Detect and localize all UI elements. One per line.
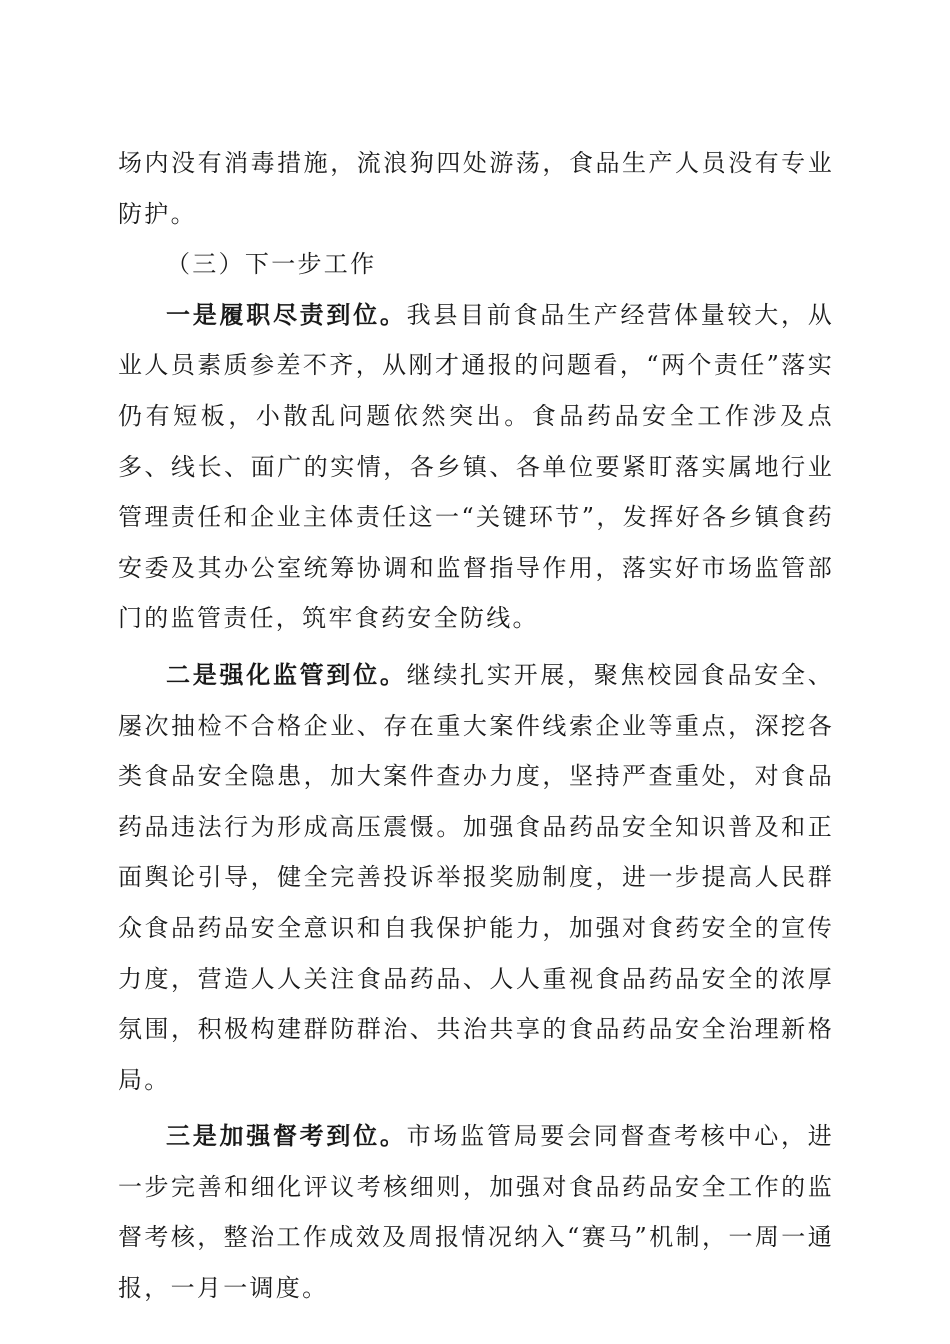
item-paragraph-2 bbox=[118, 650, 834, 1105]
section-heading: （三）下一步工作 bbox=[166, 250, 377, 279]
item-body-3: 市场监管局要会同督查考核中心，进一步完善和细化评议考核细则，加强对食品药品安全工作的监督考核，整治工作成效及周报情况纳入“赛马”机制，一周一通报，一月一调度。 bbox=[118, 1122, 834, 1303]
item-body-2: 继续扎实开展，聚焦校园食品安全、屡次抽检不合格企业、存在重大案件线索企业等重点，深挖各类食品安全隐患，加大案件查办力度，坚持严查重处，对食品药品违法行为形成高压震慑。加强食品药品安全知识普及和正面舆论引导，健全完善投诉举报奖励制度，进一步提高人民群众食品药品安全意识和自我保护能力，加强对食药安全的宣传力度，营造人人关注食品药品、人人重视食品药品安全的浓厚氛围，积极构建群防群治、共治共享的食品药品安全治理新格局。 bbox=[118, 660, 834, 1094]
item-paragraph-1 bbox=[118, 290, 834, 644]
item-lead-3: 三是加强督考到位。 bbox=[166, 1121, 407, 1151]
item-paragraph-3 bbox=[118, 1111, 834, 1313]
item-lead-1: 一是履职尽责到位。 bbox=[166, 299, 407, 329]
item-body-1: 我县目前食品生产经营体量较大，从业人员素质参差不齐，从刚才通报的问题看，“两个责任”落实仍有短板，小散乱问题依然突出。食品药品安全工作涉及点多、线长、面广的实情，各乡镇、各单位要紧盯落实属地行业管理责任和企业主体责任这一“关键环节”，发挥好各乡镇食药安委及其办公室统筹协调和监督指导作用，落实好市场监管部门的监管责任，筑牢食药安全防线。 bbox=[118, 300, 834, 633]
item-lead-2: 二是强化监管到位。 bbox=[166, 659, 407, 689]
document-page bbox=[118, 138, 834, 1314]
continuation-paragraph: 场内没有消毒措施，流浪狗四处游荡，食品生产人员没有专业防护。 bbox=[118, 149, 834, 228]
